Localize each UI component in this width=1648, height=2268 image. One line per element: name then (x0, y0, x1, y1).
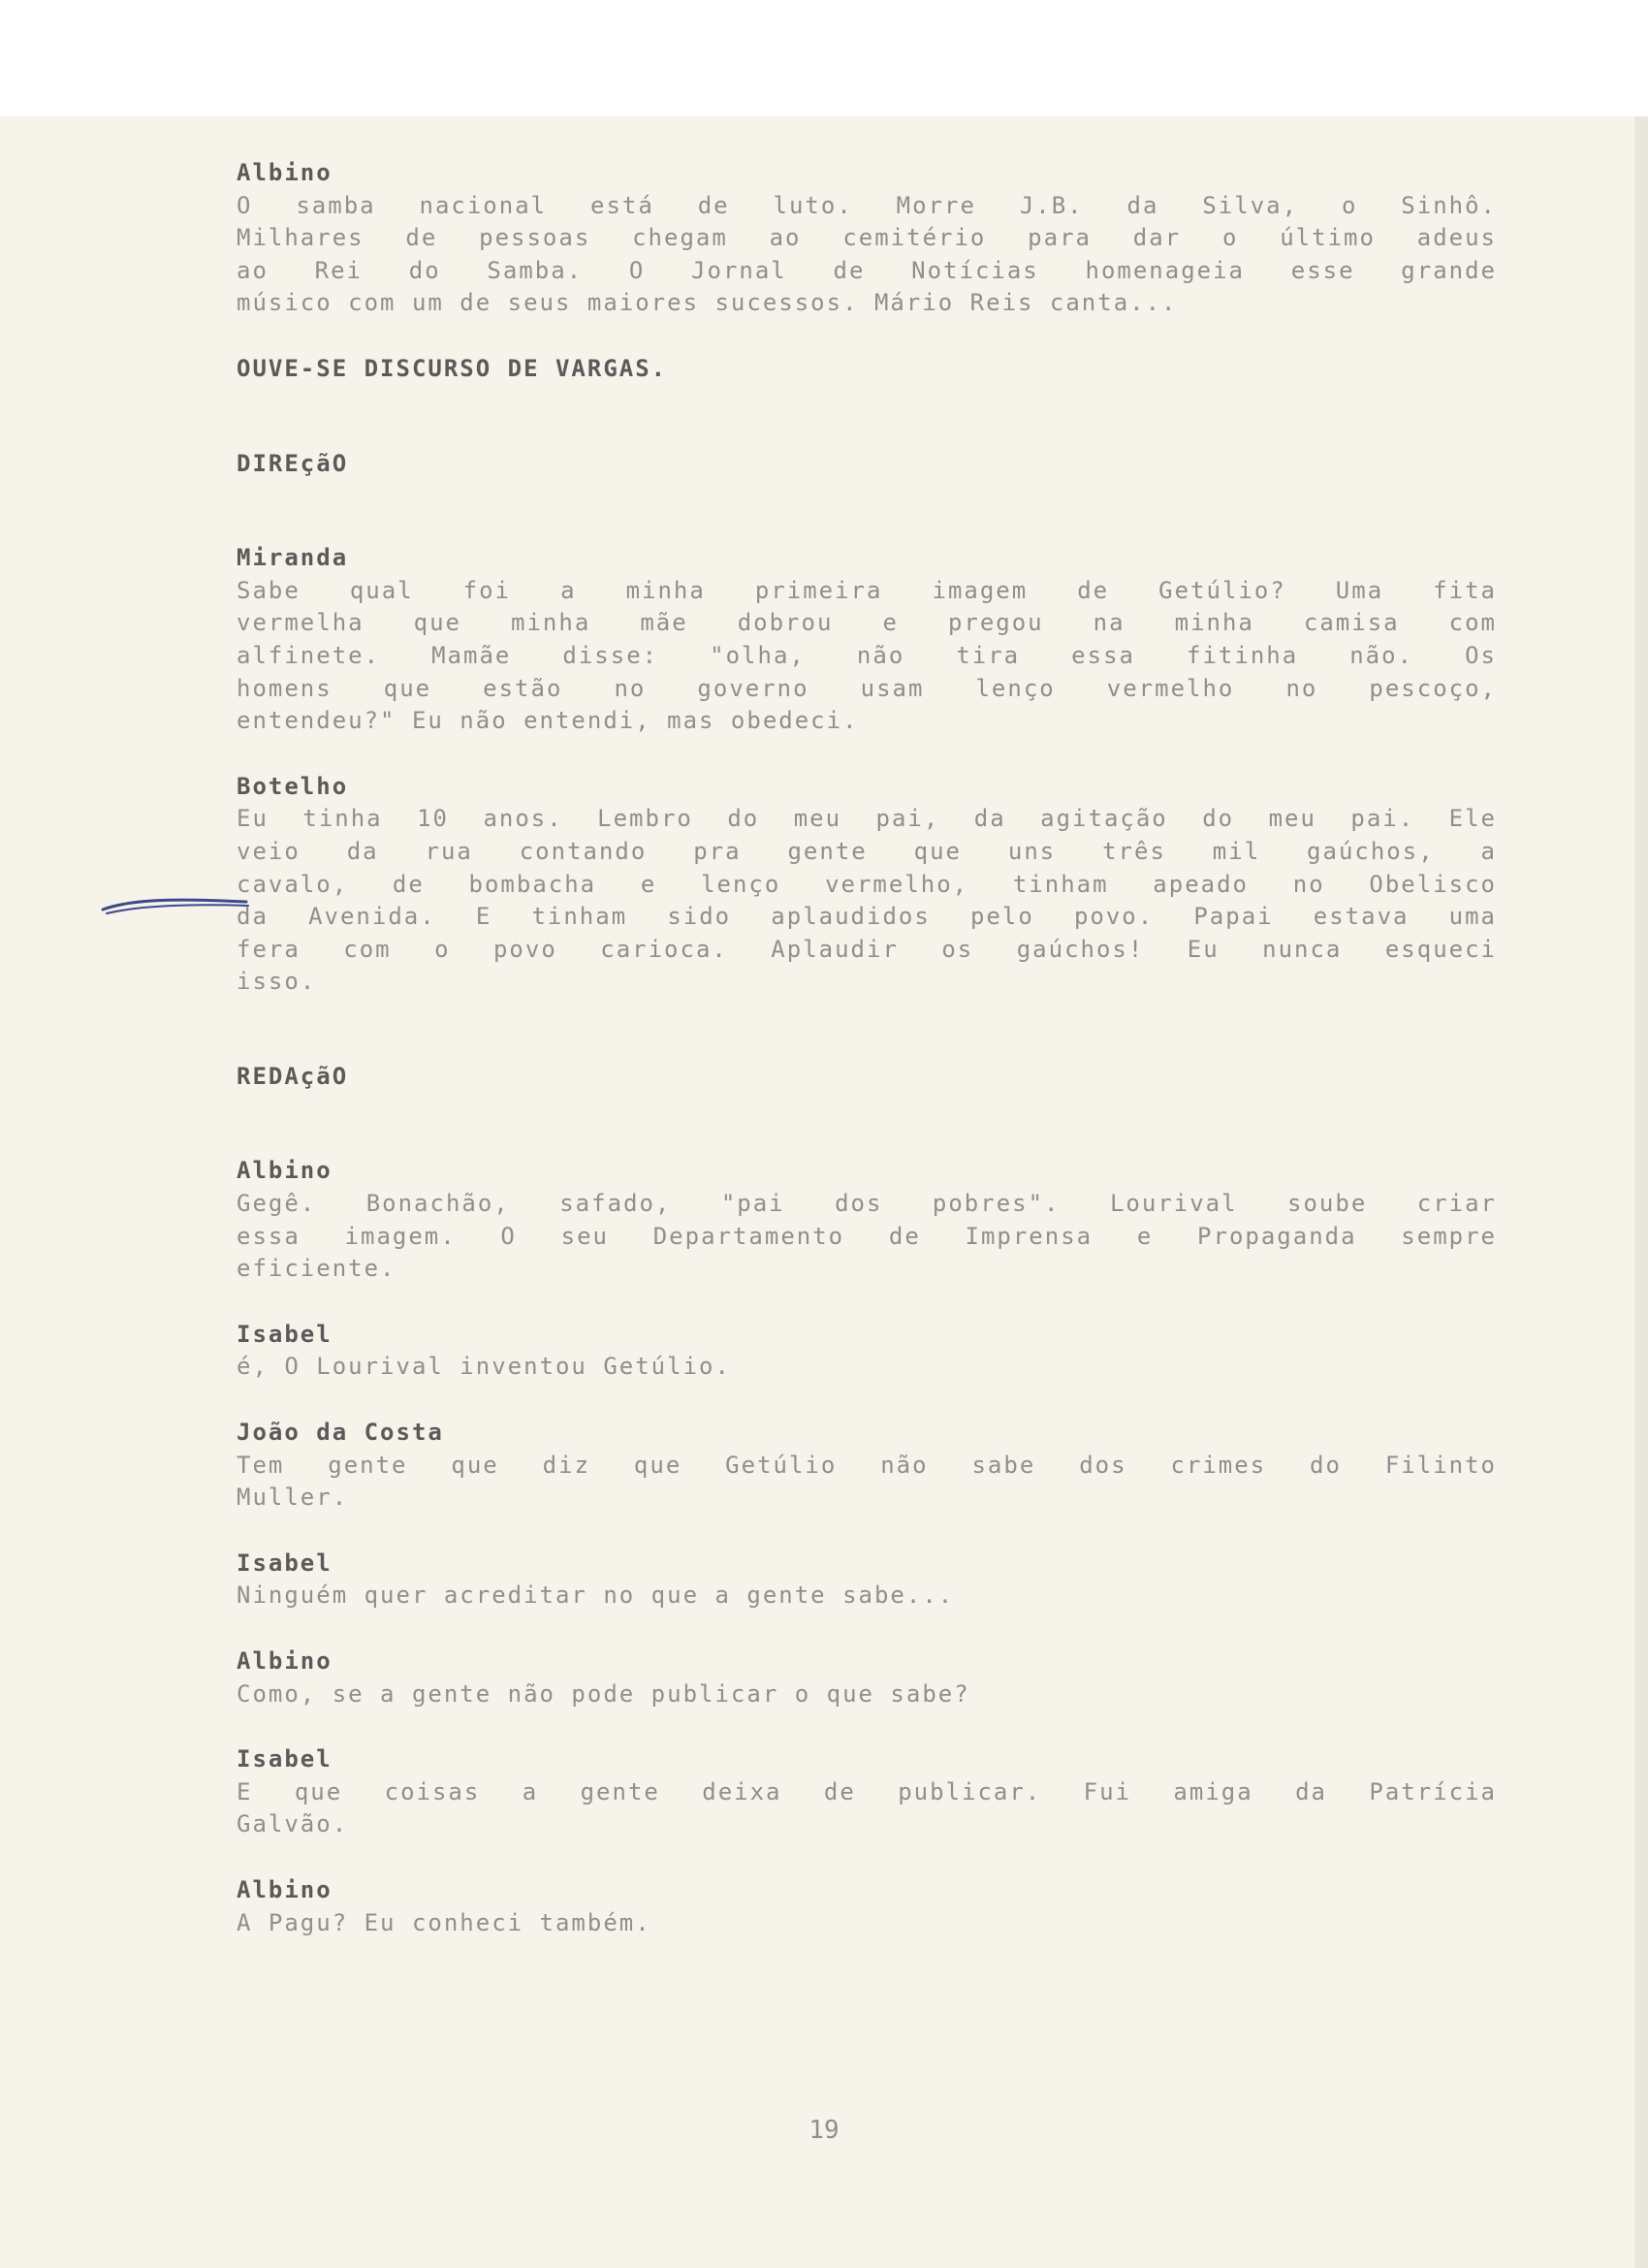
dialogue-line: eficiente. (237, 1255, 396, 1283)
dialogue-line: homens que estão no governo usam lenço vermelho no pescoço, (237, 674, 1497, 702)
dialogue-line: E que coisas a gente deixa de publicar. Fui amiga da Patrícia (237, 1777, 1497, 1805)
speech-block (237, 1743, 1497, 1841)
dialogue-line: cavalo, de bombacha e lenço vermelho, tinham apeado no Obelisco (237, 870, 1497, 898)
speaker-name: Isabel (237, 1320, 333, 1348)
dialogue-line: Muller. (237, 1484, 349, 1512)
speaker-name: Botelho (237, 772, 349, 800)
speech-block (237, 1155, 1497, 1285)
speaker-name: Albino (237, 1647, 333, 1675)
speaker-name: Albino (237, 159, 333, 186)
speaker-name: Isabel (237, 1745, 333, 1773)
stage-direction (237, 448, 1497, 481)
speaker-name: Albino (237, 1157, 333, 1185)
speech-block (237, 1548, 1497, 1613)
speech-block (237, 157, 1497, 320)
speech-block (237, 1645, 1497, 1710)
dialogue-line: Galvão. (237, 1810, 349, 1838)
dialogue-line: Ninguém quer acreditar no que a gente sabe... (237, 1581, 955, 1610)
speech-block (237, 1319, 1497, 1384)
script-content (237, 157, 1497, 1972)
dialogue-line: A Pagu? Eu conheci também. (237, 1908, 651, 1936)
dialogue-line: Eu tinha 10 anos. Lembro do meu pai, da agitação do meu pai. Ele (237, 805, 1497, 833)
speech-block (237, 1417, 1497, 1515)
dialogue-line: essa imagem. O seu Departamento de Imprensa e Propaganda sempre (237, 1222, 1497, 1250)
pen-strike-mark (101, 892, 256, 921)
speaker-name: João da Costa (237, 1419, 444, 1447)
dialogue-line: vermelha que minha mãe dobrou e pregou na minha camisa com (237, 609, 1497, 637)
speaker-name: Miranda (237, 544, 349, 572)
page-edge (1634, 116, 1648, 2268)
speech-block (237, 771, 1497, 999)
dialogue-line: Sabe qual foi a minha primeira imagem de Getúlio? Uma fita (237, 576, 1497, 604)
page-number: 19 (808, 2116, 840, 2145)
dialogue-line: ao Rei do Samba. O Jornal de Notícias homenageia esse grande (237, 256, 1497, 284)
dialogue-line: é, O Lourival inventou Getúlio. (237, 1353, 731, 1381)
stage-direction (237, 353, 1497, 386)
dialogue-line: músico com um de seus maiores sucessos. Mário Reis canta... (237, 289, 1178, 317)
dialogue-line: entendeu?" Eu não entendi, mas obedeci. (237, 707, 859, 735)
dialogue-line: Tem gente que diz que Getúlio não sabe dos crimes do Filinto (237, 1451, 1497, 1479)
dialogue-line: isso. (237, 968, 317, 996)
dialogue-line: veio da rua contando pra gente que uns três mil gaúchos, a (237, 837, 1497, 865)
stage-direction-text: OUVE-SE DISCURSO DE VARGAS. (237, 354, 668, 382)
stage-direction (237, 1061, 1497, 1094)
dialogue-line: Como, se a gente não pode publicar o que sabe? (237, 1679, 970, 1708)
speaker-name: Albino (237, 1875, 333, 1903)
stage-direction-text: REDAçãO (237, 1062, 349, 1090)
speaker-name: Isabel (237, 1549, 333, 1577)
speech-block (237, 1874, 1497, 1939)
dialogue-line: alfinete. Mamãe disse: "olha, não tira essa fitinha não. Os (237, 641, 1497, 669)
speech-block (237, 542, 1497, 738)
stage-direction-text: DIREçãO (237, 449, 349, 477)
dialogue-line: da Avenida. E tinham sido aplaudidos pelo povo. Papai estava uma (237, 903, 1497, 931)
dialogue-line: O samba nacional está de luto. Morre J.B. da Silva, o Sinhô. (237, 191, 1497, 219)
dialogue-line: Gegê. Bonachão, safado, "pai dos pobres". Lourival soube criar (237, 1190, 1497, 1218)
dialogue-line: fera com o povo carioca. Aplaudir os gaúchos! Eu nunca esqueci (237, 935, 1497, 963)
dialogue-line: Milhares de pessoas chegam ao cemitério para dar o último adeus (237, 224, 1497, 252)
